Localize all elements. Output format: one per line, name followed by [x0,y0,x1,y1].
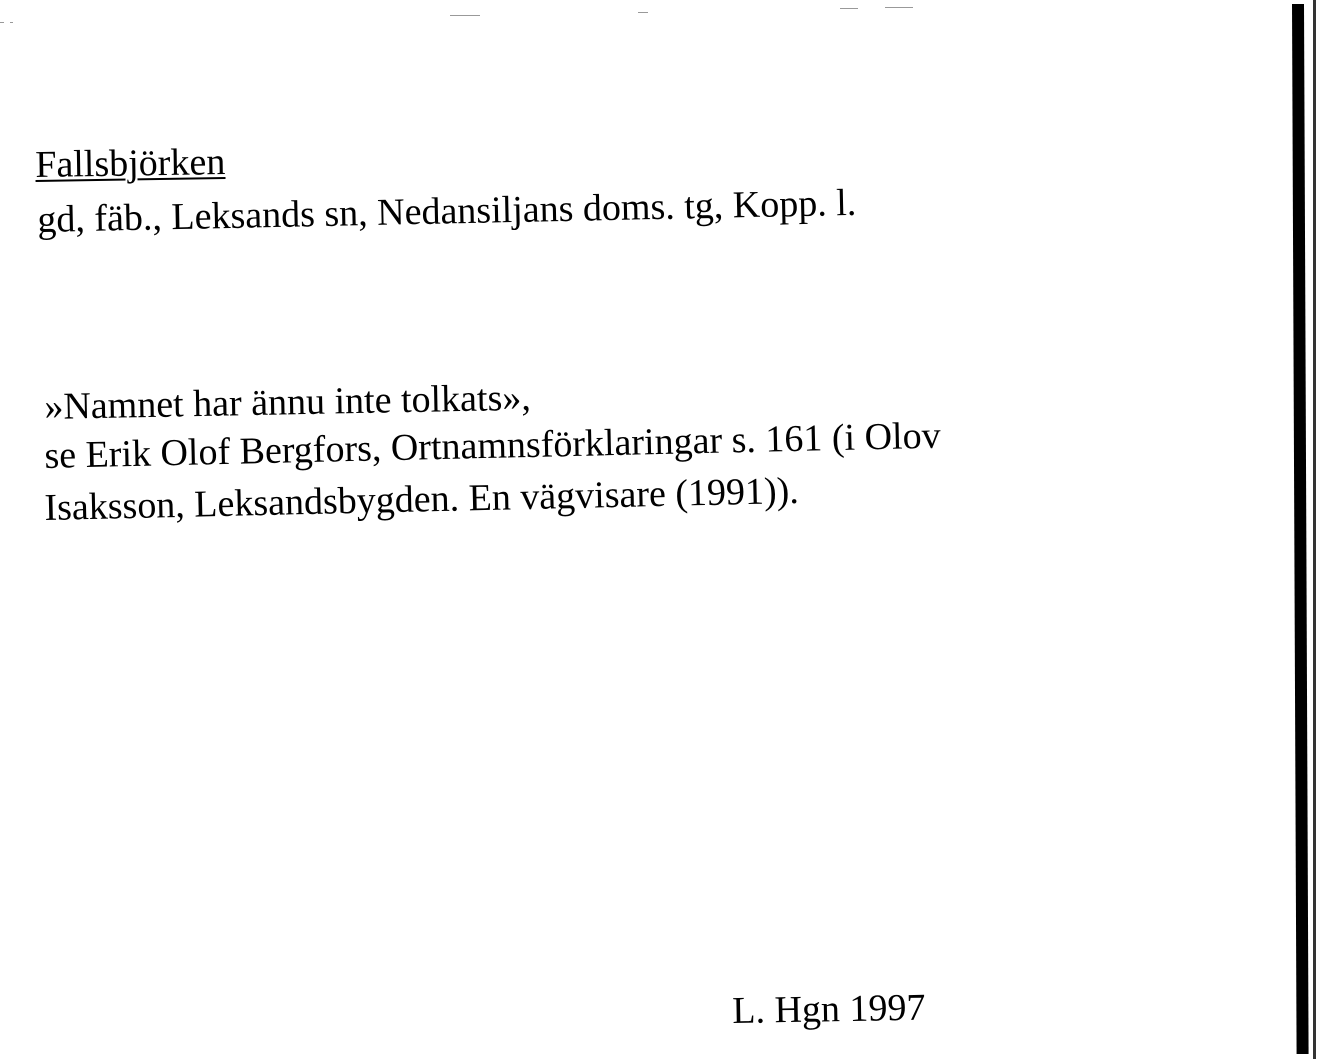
scan-speck [10,22,13,23]
reference-line: Isaksson, Leksandsbygden. En vägvisare (1991)). [43,469,800,529]
scan-speck [638,12,648,13]
card-edge-line [1292,4,1309,1054]
card-edge-line-thin [1313,0,1316,1059]
scan-speck [885,7,913,8]
entry-title: Fallsbjörken [34,141,226,186]
scan-speck [0,22,4,23]
entry-metadata: gd, fäb., Leksands sn, Nedansiljans doms. tg, Kopp. l. [36,181,857,241]
reference-line: se Erik Olof Bergfors, Ortnamnsförklaringar s. 161 (i Olov [43,414,942,477]
scan-speck [450,15,480,16]
signature: L. Hgn 1997 [731,986,926,1032]
interpretation-quote: »Namnet har ännu inte tolkats», [43,376,532,428]
scan-speck [840,8,858,9]
